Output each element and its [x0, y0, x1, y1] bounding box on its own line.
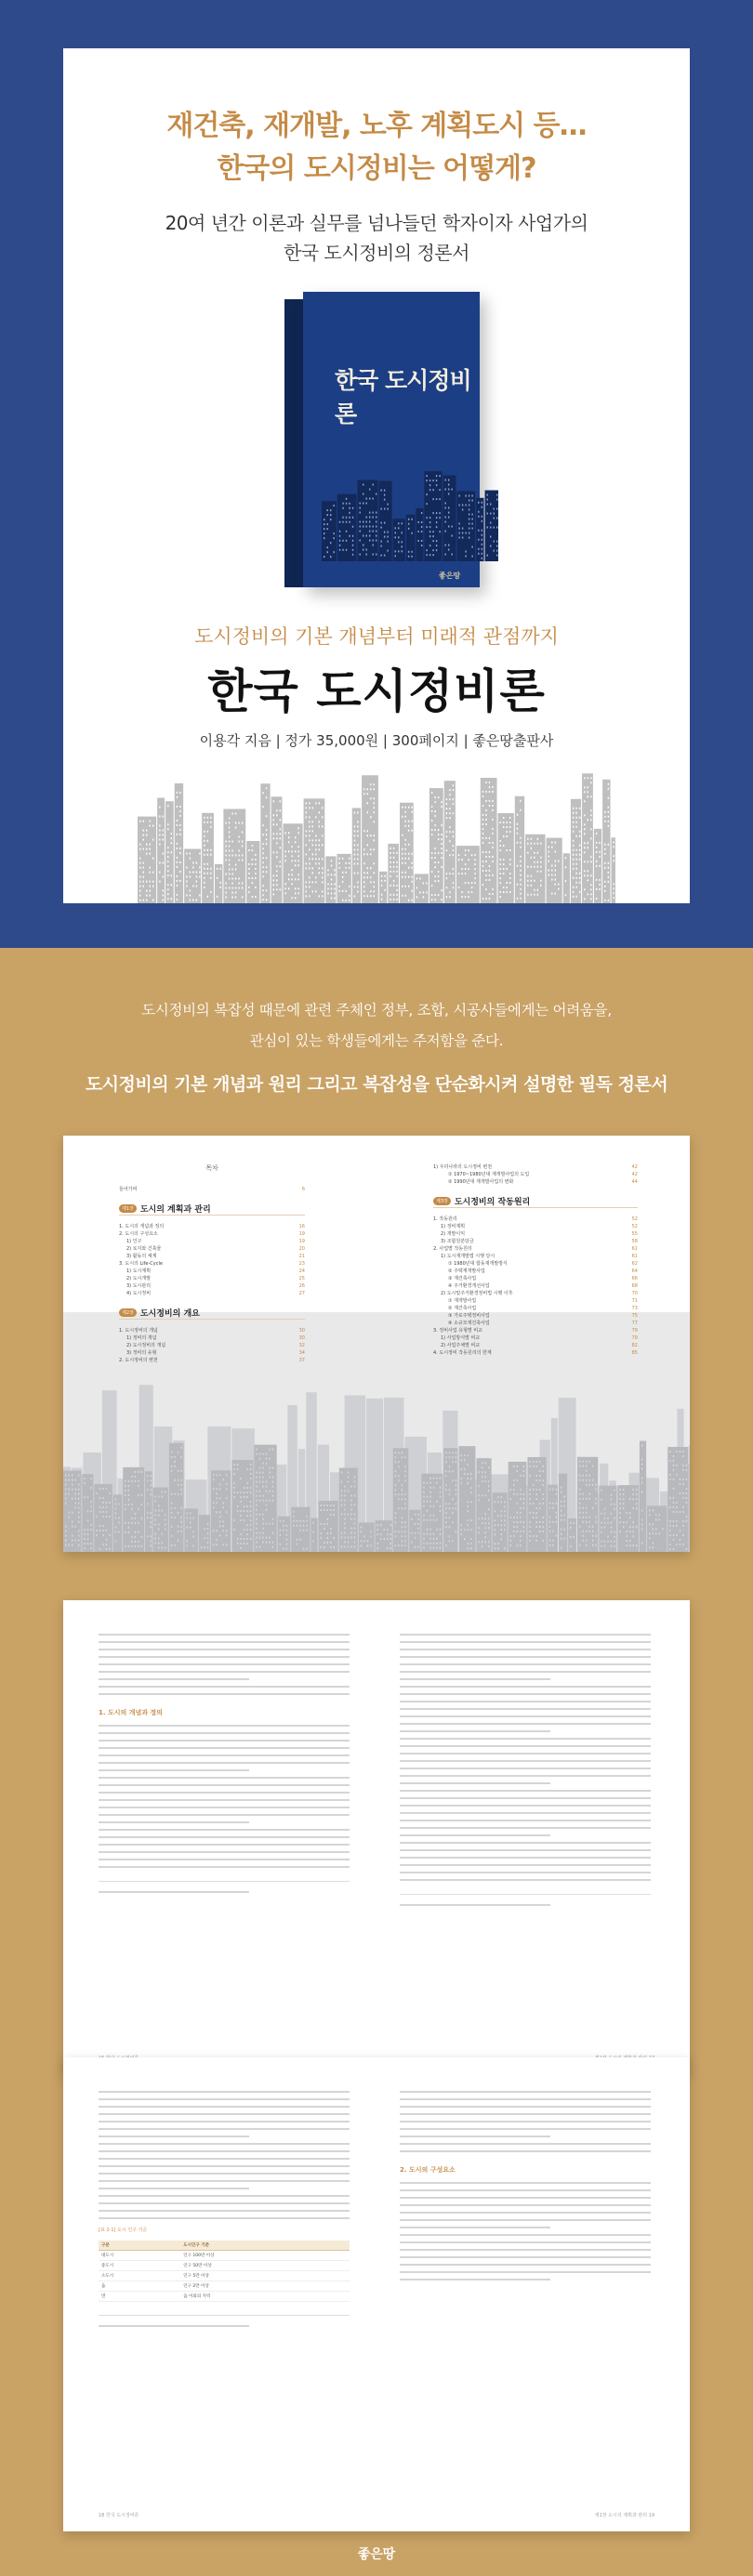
body-text-line	[400, 1708, 651, 1710]
hero-headline-2: 한국의 도시정비는 어떻게?	[217, 152, 536, 185]
toc-entry-page: 6	[301, 1187, 305, 1192]
toc-entry-title: 4) 도시정비	[126, 1291, 152, 1296]
body-text-line	[400, 2219, 651, 2221]
toc-entry-title: ② 재건축사업	[448, 1306, 477, 1311]
toc-entry	[119, 1253, 305, 1260]
toc-entry-page: 71	[631, 1298, 638, 1304]
toc-entry-page: 16	[298, 1224, 305, 1229]
table-row	[99, 2261, 350, 2271]
toc-entry	[119, 1260, 305, 1268]
body-text-block	[400, 2091, 651, 2152]
body-text-line	[99, 2217, 350, 2219]
toc-entry	[433, 1223, 638, 1230]
body-text-line	[400, 1797, 651, 1799]
sample2-right-page	[400, 2085, 651, 2286]
toc-part-tag: 제3장	[433, 1197, 451, 1205]
toc-entry-page: 25	[298, 1276, 305, 1281]
toc-entry-title: ④ 주거환경개선사업	[448, 1283, 490, 1289]
body-text-line	[99, 1851, 350, 1853]
book-cover-publisher-mark: 좋은땅	[439, 572, 461, 580]
body-text-line	[400, 2279, 550, 2280]
toc-entry	[433, 1230, 638, 1238]
body-text-line	[400, 2113, 651, 2115]
toc-entry-page: 23	[298, 1261, 305, 1267]
toc-entry-page: 37	[298, 1358, 305, 1363]
table-cell: 중도시	[99, 2261, 180, 2271]
sample1-section-head: 1. 도시의 개념과 정의	[99, 1709, 163, 1716]
body-text-line	[400, 2204, 651, 2206]
body-text-line	[99, 1807, 350, 1808]
body-text-line	[400, 1849, 651, 1851]
toc-entry-page: 52	[631, 1224, 638, 1229]
toc-part-tag: 제2장	[119, 1308, 137, 1317]
toc-entry-title: 2. 도시의 구성요소	[119, 1231, 158, 1237]
book-cover-title: 한국 도시정비론	[335, 367, 471, 427]
intro-emphasis: 도시정비의 기본 개념과 원리 그리고 복잡성을 단순화시켜 설명한 필독 정론서	[85, 1074, 668, 1095]
toc-entry-page: 68	[631, 1283, 638, 1289]
toc-entry	[119, 1230, 305, 1238]
toc-entry	[119, 1349, 305, 1357]
body-text-line	[99, 2098, 350, 2100]
toc-spread-image	[63, 1136, 690, 1552]
toc-part-heading	[119, 1203, 305, 1216]
toc-entry	[433, 1327, 638, 1334]
sample-spread-2	[63, 2057, 690, 2531]
intro-line-2: 관심이 있는 학생들에게는 주저함을 준다.	[249, 1032, 504, 1049]
toc-entry	[433, 1260, 638, 1268]
toc-entry-title: 2) 도시개발	[126, 1276, 152, 1281]
body-text-line	[99, 2143, 350, 2145]
toc-entry	[119, 1282, 305, 1290]
body-text-line	[400, 2121, 651, 2123]
body-text-line	[99, 1762, 350, 1764]
toc-entry-page: 79	[631, 1328, 638, 1334]
body-text-line	[99, 2136, 249, 2137]
body-text-line	[99, 1740, 350, 1741]
toc-entry-page: 55	[631, 1231, 638, 1237]
book-cover-city-illustration	[322, 450, 498, 561]
book-front-cover	[303, 292, 480, 587]
table-header-cell: 구분	[99, 2241, 180, 2251]
toc-entry	[433, 1275, 638, 1282]
toc-entry	[119, 1290, 305, 1297]
body-text-line	[400, 1812, 651, 1814]
toc-entry	[433, 1245, 638, 1253]
body-text-line	[400, 2271, 651, 2273]
body-text-line	[99, 1859, 350, 1860]
table-cell: 인구 100만 이상	[180, 2251, 350, 2261]
body-text-line	[99, 1829, 350, 1831]
body-text-line	[400, 1760, 651, 1762]
body-text-line	[400, 1775, 651, 1777]
toc-entry-title: ① 1970~1980년대 재개발사업의 도입	[448, 1172, 530, 1177]
body-text-block	[400, 2182, 651, 2280]
toc-entry-title: 1) 정비의 개념	[126, 1335, 157, 1341]
body-text-line	[400, 2189, 651, 2191]
table-row	[99, 2251, 350, 2261]
body-text-line	[99, 1784, 350, 1786]
hero-book-title: 한국 도시정비론	[207, 664, 546, 718]
table-cell: 소도시	[99, 2271, 180, 2281]
toc-entry-page: 19	[298, 1231, 305, 1237]
toc-entry-page: 24	[298, 1268, 305, 1274]
body-text-line	[400, 1768, 651, 1769]
toc-entry-title: ② 1990년대 재개발사업의 변화	[448, 1179, 514, 1185]
toc-entry-page: 85	[631, 1350, 638, 1356]
toc-entry-title: 1) 우리나라의 도시정비 변천	[433, 1164, 493, 1170]
toc-entry-title: 1) 도시재개발법 시행 당시	[441, 1254, 495, 1259]
sample1-right-page	[400, 1628, 651, 1912]
sample2-left-page	[99, 2085, 350, 2333]
body-text-line	[99, 1844, 350, 1846]
toc-entry-title: 2) 토지와 건축물	[126, 1246, 162, 1252]
toc-entry	[119, 1357, 305, 1364]
toc-entry-title: 2) 도시정비의 개념	[126, 1343, 166, 1348]
body-text-line	[99, 1725, 350, 1727]
body-text-line	[99, 1671, 350, 1673]
body-text-line	[400, 1820, 651, 1821]
toc-entry	[433, 1238, 638, 1245]
body-text-line	[99, 2150, 350, 2152]
body-text-line	[400, 1656, 651, 1658]
sample1-footnote-rule	[99, 1881, 350, 1893]
toc-entry-title: 2) 개발이익	[441, 1231, 466, 1237]
body-text-line	[400, 1649, 651, 1650]
sample2-section-head: 2. 도시의 구성요소	[400, 2166, 456, 2174]
toc-entry-title: 1) 사업방식별 비교	[441, 1335, 481, 1341]
toc-entry	[433, 1163, 638, 1171]
body-text-line	[99, 2195, 350, 2197]
body-text-line	[99, 1649, 350, 1650]
toc-entry-page: 26	[298, 1283, 305, 1289]
toc-entry-title: 3. 정비사업 유형별 비교	[433, 1328, 483, 1334]
toc-entry-title: 2) 도시및주거환경정비법 시행 이후	[441, 1291, 513, 1296]
body-text-line	[400, 1730, 550, 1732]
body-text-line	[400, 1678, 550, 1680]
body-text-block	[99, 1725, 350, 1868]
body-text-line	[400, 1857, 651, 1859]
table-cell: 인구 5만 이상	[180, 2271, 350, 2281]
body-text-line	[99, 1755, 350, 1756]
body-text-line	[99, 1777, 350, 1779]
body-text-block	[99, 2091, 350, 2219]
toc-part-title: 도시의 계획과 관리	[139, 1205, 211, 1215]
intro-line-1: 도시정비의 복잡성 때문에 관련 주체인 정부, 조합, 시공사들에게는 어려움을,	[141, 1002, 612, 1019]
body-text-line	[99, 2113, 350, 2115]
body-text-line	[99, 1693, 350, 1695]
hero-city-skyline-illustration	[138, 764, 615, 903]
body-text-line	[400, 2264, 651, 2266]
body-text-line	[99, 1634, 350, 1636]
body-text-line	[400, 2098, 651, 2100]
toc-entry-page: 32	[298, 1343, 305, 1348]
sample2-footnote-rule	[99, 2315, 350, 2327]
hero-book-meta: 이용각 지음 | 정가 35,000원 | 300페이지 | 좋은땅출판사	[199, 732, 554, 749]
body-text-line	[99, 1678, 249, 1680]
sample-spread-1	[63, 1600, 690, 2074]
toc-entry	[119, 1342, 305, 1349]
body-text-line	[99, 1747, 350, 1749]
book-cover-image	[284, 292, 480, 587]
toc-entry-title: 1. 도시정비의 개념	[119, 1328, 158, 1334]
body-text-line	[400, 1745, 651, 1747]
body-text-line	[400, 1701, 651, 1702]
body-text-line	[400, 2128, 651, 2130]
publisher-logo: 좋은땅	[357, 2547, 396, 2562]
toc-entry-title: ④ 소규모재건축사업	[448, 1321, 490, 1326]
body-text-block	[99, 1634, 350, 1695]
toc-part-title: 도시정비의 개요	[139, 1309, 200, 1319]
body-text-line	[400, 2143, 651, 2145]
body-text-block	[400, 1634, 651, 1881]
body-text-line	[99, 1814, 350, 1816]
toc-entry-page: 75	[631, 1313, 638, 1319]
body-text-line	[400, 1723, 651, 1725]
body-text-line	[400, 2106, 651, 2108]
toc-entry	[119, 1275, 305, 1282]
toc-entry-title: 1. 도시의 개념과 정의	[119, 1224, 165, 1229]
toc-entry-title: 2) 사업주체별 비교	[441, 1343, 481, 1348]
body-text-line	[400, 1753, 651, 1755]
sample2-footer-left: 18 한국 도시정비론	[99, 2513, 139, 2518]
hero-subheadline-1: 20여 년간 이론과 실무를 넘나들던 학자이자 사업가의	[165, 212, 588, 234]
toc-entry	[433, 1216, 638, 1223]
toc-entry-title: 1) 인구	[126, 1239, 142, 1244]
toc-entry-page: 73	[631, 1306, 638, 1311]
toc-entry-page: 19	[298, 1239, 305, 1244]
table-row	[99, 2271, 350, 2281]
body-text-line	[400, 1782, 550, 1784]
sample1-right-footnote-rule	[400, 1894, 651, 1906]
toc-left-page	[119, 1163, 305, 1364]
toc-entry-page: 42	[631, 1164, 638, 1170]
body-text-line	[400, 1663, 651, 1665]
toc-entry-title: 2. 도시정비의 변천	[119, 1358, 158, 1363]
toc-part-heading	[119, 1307, 305, 1320]
sample2-table	[99, 2241, 350, 2302]
toc-entry-title: ③ 가로주택정비사업	[448, 1313, 490, 1319]
body-text-line	[99, 2091, 350, 2093]
toc-entry-page: 82	[631, 1343, 638, 1348]
table-cell: 면	[99, 2292, 180, 2302]
toc-entry-title: 2. 사업별 작동원리	[433, 1246, 472, 1252]
toc-entry-page: 64	[631, 1268, 638, 1274]
body-text-line	[400, 2150, 651, 2152]
body-text-line	[400, 2256, 651, 2258]
table-cell: 대도시	[99, 2251, 180, 2261]
toc-entry-page: 34	[298, 1350, 305, 1356]
body-text-line	[99, 1836, 350, 1838]
toc-entry-title: 3. 도시의 Life-Cycle	[119, 1261, 163, 1267]
body-text-line	[99, 1663, 350, 1665]
table-cell: 인구 50만 이상	[180, 2261, 350, 2271]
hero-subheadline-2: 한국 도시정비의 정론서	[284, 242, 469, 264]
toc-part-tag: 제1장	[119, 1204, 137, 1213]
body-text-line	[99, 2202, 350, 2204]
body-text-line	[99, 1792, 350, 1794]
toc-entry	[119, 1268, 305, 1275]
body-text-line	[400, 2136, 550, 2137]
table-row	[99, 2292, 350, 2302]
toc-part-heading	[433, 1195, 638, 1208]
toc-entry-title: 3) 정비의 유형	[126, 1350, 157, 1356]
body-text-line	[400, 2197, 651, 2199]
body-text-line	[99, 1686, 350, 1688]
toc-entry	[433, 1171, 638, 1178]
body-text-line	[99, 2165, 350, 2167]
toc-entry-title: ① 재개발사업	[448, 1298, 477, 1304]
body-text-line	[400, 2182, 651, 2184]
toc-entry	[433, 1349, 638, 1357]
body-text-line	[400, 1827, 651, 1829]
toc-entry-title: 3) 활동의 체계	[126, 1254, 157, 1259]
body-text-line	[400, 2091, 651, 2093]
sample1-left-page	[99, 1628, 350, 1899]
body-text-line	[99, 1732, 350, 1734]
hero-card	[63, 48, 690, 903]
toc-entry	[433, 1290, 638, 1297]
body-text-line	[99, 1866, 350, 1868]
table-header-cell: 도시인구 기준	[180, 2241, 350, 2251]
toc-entry-page: 30	[298, 1328, 305, 1334]
body-text-line	[400, 1805, 651, 1807]
body-text-line	[400, 1864, 651, 1866]
table-row	[99, 2281, 350, 2292]
toc-entry-page: 70	[631, 1291, 638, 1296]
body-text-line	[99, 2180, 350, 2182]
body-text-line	[99, 1799, 350, 1801]
toc-entry-page: 62	[631, 1261, 638, 1267]
toc-entry-title: ① 1980년대 합동재개발방식	[448, 1261, 508, 1267]
toc-entry-page: 30	[298, 1335, 305, 1341]
body-text-line	[99, 2128, 350, 2130]
toc-entry-title: ③ 재건축사업	[448, 1276, 477, 1281]
toc-entry-page: 20	[298, 1246, 305, 1252]
toc-label: 목차	[205, 1164, 218, 1172]
toc-entry-title: 3) 조합원분담금	[441, 1239, 474, 1244]
toc-entry	[433, 1178, 638, 1186]
toc-entry-page: 42	[631, 1172, 638, 1177]
toc-entry	[433, 1297, 638, 1305]
toc-entry-page: 52	[631, 1216, 638, 1222]
body-text-line	[400, 1641, 651, 1643]
toc-entry	[433, 1334, 638, 1342]
table-cell: 읍 이외의 지역	[180, 2292, 350, 2302]
body-text-line	[99, 1821, 249, 1823]
body-text-line	[99, 2173, 350, 2175]
toc-entry	[433, 1282, 638, 1290]
toc-entry-page: 27	[298, 1291, 305, 1296]
sample2-footer-right: 제1장 도시의 계획과 관리 19	[594, 2513, 654, 2518]
toc-entry	[119, 1245, 305, 1253]
body-text-line	[400, 2227, 550, 2228]
body-text-line	[400, 2212, 651, 2214]
toc-entry	[433, 1312, 638, 1320]
toc-entry	[433, 1320, 638, 1327]
body-text-line	[400, 1872, 651, 1873]
body-text-line	[400, 1671, 651, 1673]
toc-entry	[119, 1223, 305, 1230]
body-text-line	[99, 2188, 249, 2189]
toc-entry	[433, 1253, 638, 1260]
toc-entry-title: 3) 도시관리	[126, 1283, 152, 1289]
body-text-line	[99, 2121, 350, 2123]
body-text-line	[400, 1834, 550, 1836]
toc-entry-page: 61	[631, 1246, 638, 1252]
body-text-line	[400, 2249, 651, 2251]
toc-entry	[433, 1268, 638, 1275]
hero-tagline: 도시정비의 기본 개념부터 미래적 관점까지	[194, 625, 559, 648]
toc-entry-page: 77	[631, 1321, 638, 1326]
toc-entry-page: 66	[631, 1276, 638, 1281]
toc-entry	[119, 1334, 305, 1342]
toc-entry	[433, 1305, 638, 1312]
body-text-line	[99, 1656, 350, 1658]
toc-entry-title: ② 주택재개발사업	[448, 1268, 485, 1274]
body-text-line	[99, 1769, 249, 1771]
toc-entry	[119, 1186, 305, 1193]
toc-entry-title: 1. 작동원리	[433, 1216, 457, 1222]
toc-entry	[119, 1327, 305, 1334]
body-text-line	[400, 1715, 651, 1717]
body-text-line	[400, 1686, 651, 1688]
hero-headline-1: 재건축, 재개발, 노후 계획도시 등…	[166, 110, 587, 142]
toc-entry-title: 1) 도시계획	[126, 1268, 152, 1274]
body-text-line	[400, 1738, 651, 1740]
body-text-line	[99, 1641, 350, 1643]
body-text-line	[400, 1693, 651, 1695]
toc-entry-page: 79	[631, 1335, 638, 1341]
table-cell: 읍	[99, 2281, 180, 2292]
toc-entry-page: 44	[631, 1179, 638, 1185]
toc-part-title: 도시정비의 작동원리	[454, 1198, 531, 1207]
body-text-line	[400, 1790, 651, 1792]
body-text-line	[400, 1634, 651, 1636]
toc-entry-title: 1) 정비계획	[441, 1224, 466, 1229]
toc-entry-title: 4. 도시정비 작동원리의 한계	[433, 1350, 492, 1356]
toc-entry-page: 58	[631, 1239, 638, 1244]
body-text-line	[400, 1842, 651, 1844]
body-text-line	[400, 2234, 651, 2236]
toc-right-page	[433, 1163, 638, 1357]
body-text-line	[99, 2210, 350, 2212]
toc-entry-page: 21	[298, 1254, 305, 1259]
toc-entry	[119, 1238, 305, 1245]
toc-entry-page: 61	[631, 1254, 638, 1259]
body-text-line	[99, 2106, 350, 2108]
table-cell: 인구 2만 이상	[180, 2281, 350, 2292]
body-text-line	[99, 2158, 350, 2160]
body-text-line	[400, 1879, 651, 1881]
sample2-table-title: [표 2-1] 도시 인구 기준	[99, 2228, 148, 2233]
body-text-line	[400, 2241, 651, 2243]
toc-entry	[433, 1342, 638, 1349]
toc-entry-title: 들어가며	[119, 1187, 138, 1192]
